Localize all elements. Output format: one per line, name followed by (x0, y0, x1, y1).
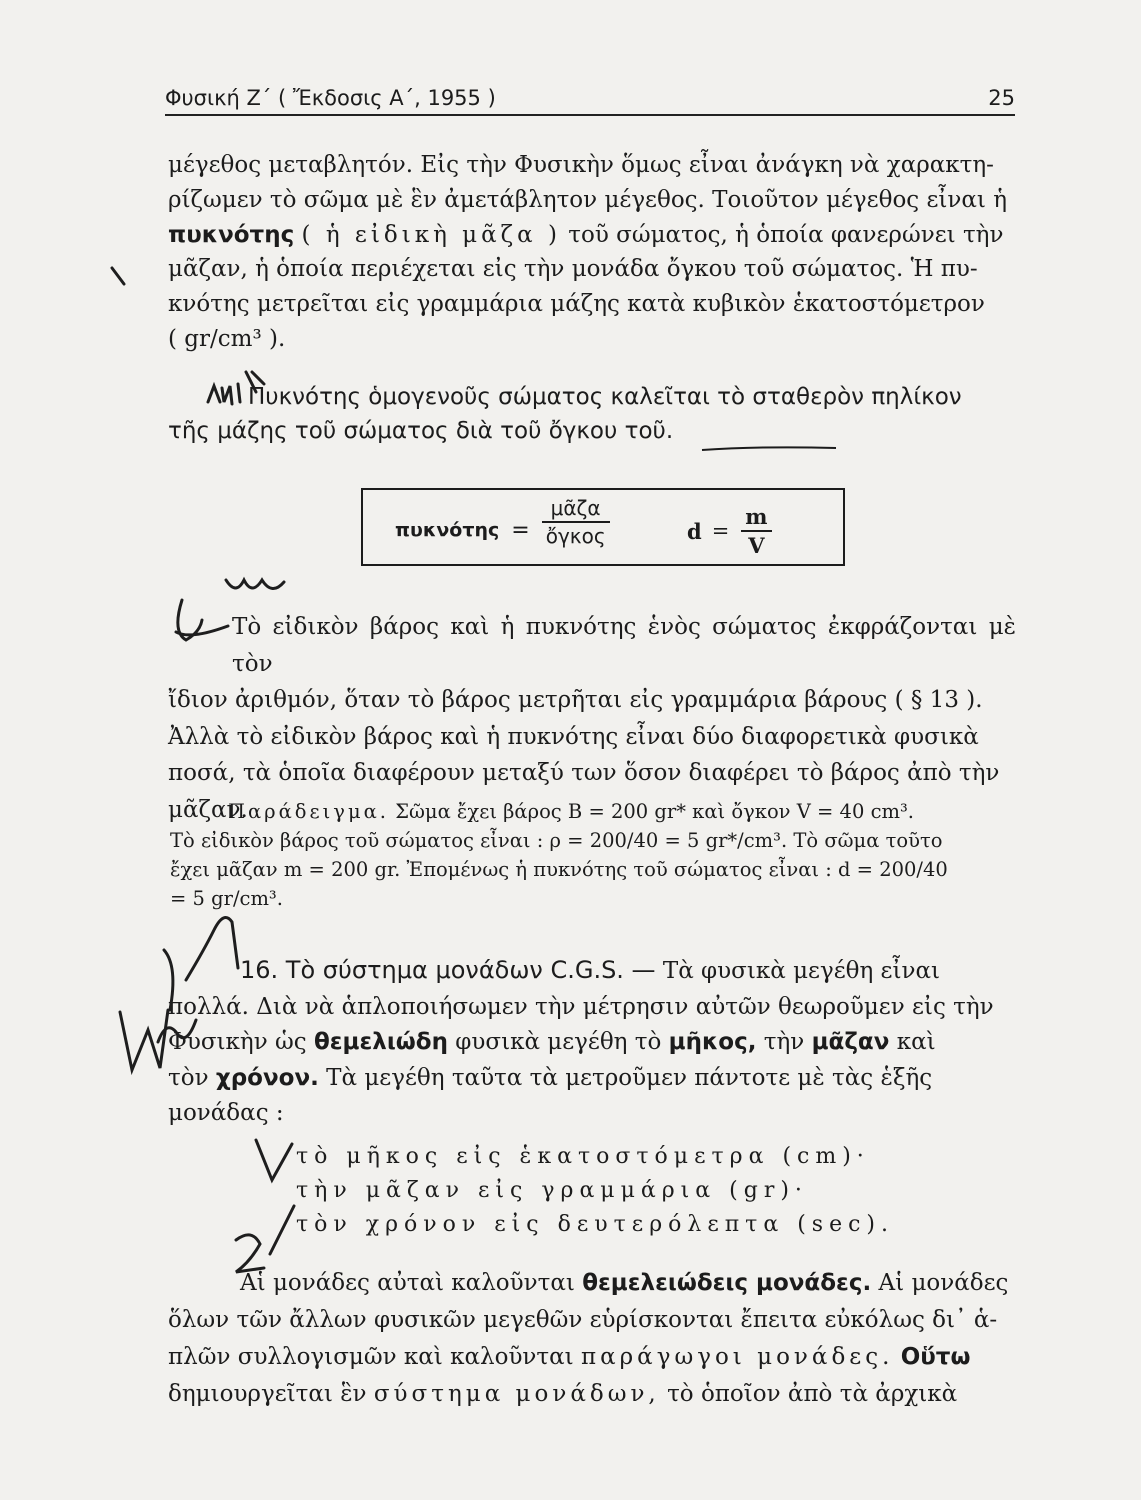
text-line: μᾶζαν, ἡ ὁποία περιέχεται εἰς τὴν μονάδα ὄγκου τοῦ σώματος. Ἡ πυ- (168, 256, 978, 283)
term-unit-system: σύστημα μονάδων, (373, 1381, 660, 1407)
text-fragment: τοῦ σώματος, ἡ ὁποία φανερώνει τὴν (568, 221, 1004, 248)
term-fundamental-units: θεμελειώδεις μονάδες. (582, 1270, 872, 1296)
pen-tick (112, 268, 124, 284)
text-line: ὅλων τῶν ἄλλων φυσικῶν μεγεθῶν εὑρίσκονται ἔπειτα εὐκόλως δι᾽ ἁ- (168, 1307, 998, 1333)
text-fragment: Οὕτω (900, 1344, 971, 1370)
pen-scribble (226, 580, 284, 589)
text-fragment: φυσικὰ μεγέθη τὸ (455, 1029, 662, 1055)
text-fragment: τὴν (763, 1029, 805, 1055)
section-title: 16. Τὸ σύστημα μονάδων C.G.S. — (240, 956, 656, 984)
text-line: μέγεθος μεταβλητόν. Εἰς τὴν Φυσικὴν ὅμως εἶναι ἀνάγκη νὰ χαρακτη- (168, 152, 994, 178)
text-fragment: δημιουργεῖται ἓν (168, 1381, 367, 1407)
pen-scribble (120, 1010, 168, 1070)
text-line: Πυκνότης ὁμογενοῦς σώματος καλεῖται τὸ σταθερὸν πηλίκον (248, 384, 962, 410)
pen-scribble (164, 918, 238, 1011)
list-item: τὸ μῆκος εἰς ἑκατοστόμετρα (cm)· (296, 1144, 870, 1169)
term-fundamental: θεμελιώδη (313, 1029, 448, 1055)
text-fragment: Αἱ μονάδες (878, 1270, 1009, 1296)
term-density: πυκνότης (168, 221, 295, 248)
text-line: τῆς μάζης τοῦ σώματος διὰ τοῦ ὄγκου τοῦ. (168, 418, 674, 444)
formula-lhs: πυκνότης (395, 519, 500, 541)
text-line: μᾶζαν. (168, 796, 248, 823)
text-line: Ἀλλὰ τὸ εἰδικὸν βάρος καὶ ἡ πυκνότης εἶναι δύο διαφορετικὰ φυσικὰ (168, 723, 979, 750)
example-label: Παράδειγμα. (228, 800, 389, 823)
text-fragment: Τὰ μεγέθη ταῦτα τὰ μετροῦμεν πάντοτε μὲ τὰς ἑξῆς (326, 1064, 933, 1091)
text-line: ἔχει μᾶζαν m = 200 gr. Ἐπομένως ἡ πυκνότης τοῦ σώματος εἶναι : d = 200/40 (170, 858, 948, 881)
numerator: μᾶζα (550, 496, 601, 520)
text-line: Τὸ εἰδικὸν βάρος τοῦ σώματος εἶναι : ρ = 200/40 = 5 gr*/cm³. Τὸ σῶμα τοῦτο (170, 829, 943, 852)
list-item: τὴν μᾶζαν εἰς γραμμάρια (gr)· (296, 1178, 808, 1203)
page-number: 25 (988, 86, 1015, 110)
header-title: Φυσική Ζ΄ ( Ἔκδοσις Α΄, 1955 ) (165, 86, 496, 110)
term-length: μῆκος, (668, 1029, 757, 1055)
symbol-lhs: d (687, 518, 702, 544)
text-line: ποσά, τὰ ὁποῖα διαφέρουν μεταξύ των ὅσον διαφέρει τὸ βάρος ἀπὸ τὴν (168, 760, 1000, 786)
term-derived-units: παράγωγοι μονάδες. (581, 1344, 894, 1370)
text-line: κνότης μετρεῖται εἰς γραμμάρια μάζης κατὰ κυβικὸν ἑκατοστόμετρον (168, 291, 985, 318)
text-line: ἴδιον ἀριθμόν, ὅταν τὸ βάρος μετρῆται εἰς γραμμάρια βάρους ( § 13 ). (168, 687, 983, 713)
text-fragment: τὸν (168, 1064, 209, 1091)
pen-stroke (176, 626, 228, 635)
term-specific-mass: ( ἡ εἰδικὴ μᾶζα ) (301, 221, 561, 248)
equals-sign: = (711, 519, 730, 543)
pen-mark (246, 372, 264, 392)
text-fragment: Αἱ μονάδες αὐταὶ καλοῦνται (240, 1270, 575, 1296)
text-line: Τὸ εἰδικὸν βάρος καὶ ἡ πυκνότης ἑνὸς σώματος ἐκφράζονται μὲ τὸν (232, 614, 1016, 677)
symbol-denominator: V (748, 533, 765, 558)
pen-check (256, 1140, 292, 1180)
equals-sign: = (511, 517, 530, 543)
text-fragment: Τὰ φυσικὰ μεγέθη εἶναι (662, 958, 941, 984)
pen-scribble (208, 384, 240, 404)
text-fragment: τὸ ὁποῖον ἀπὸ τὰ ἀρχικὰ (667, 1381, 958, 1407)
term-time: χρόνον. (215, 1064, 319, 1091)
pen-scribble (236, 1235, 264, 1272)
term-mass: μᾶζαν (811, 1029, 890, 1055)
text-line: ρίζωμεν τὸ σῶμα μὲ ἓν ἀμετάβλητον μέγεθος. Τοιοῦτον μέγεθος εἶναι ἡ (168, 186, 1008, 213)
text-line: ( gr/cm³ ). (168, 325, 286, 352)
text-line: = 5 gr/cm³. (170, 887, 283, 910)
denominator: ὄγκος (545, 524, 606, 548)
symbol-numerator: m (745, 504, 768, 529)
text-fragment: Σῶμα ἔχει βάρος B = 200 gr* καὶ ὄγκον V = 40 cm³. (395, 800, 914, 823)
pen-stroke (270, 1206, 294, 1254)
text-line: μονάδας : (168, 1100, 284, 1126)
text-line: πολλά. Διὰ νὰ ἁπλοποιήσωμεν τὴν μέτρησιν αὐτῶν θεωροῦμεν εἰς τὴν (168, 993, 994, 1020)
text-fragment: καὶ (896, 1029, 936, 1055)
list-item: τὸν χρόνον εἰς δευτερόλεπτα (sec). (296, 1212, 894, 1237)
text-fragment: πλῶν συλλογισμῶν καὶ καλοῦνται (168, 1344, 574, 1370)
text-fragment: Φυσικὴν ὡς (168, 1029, 307, 1055)
